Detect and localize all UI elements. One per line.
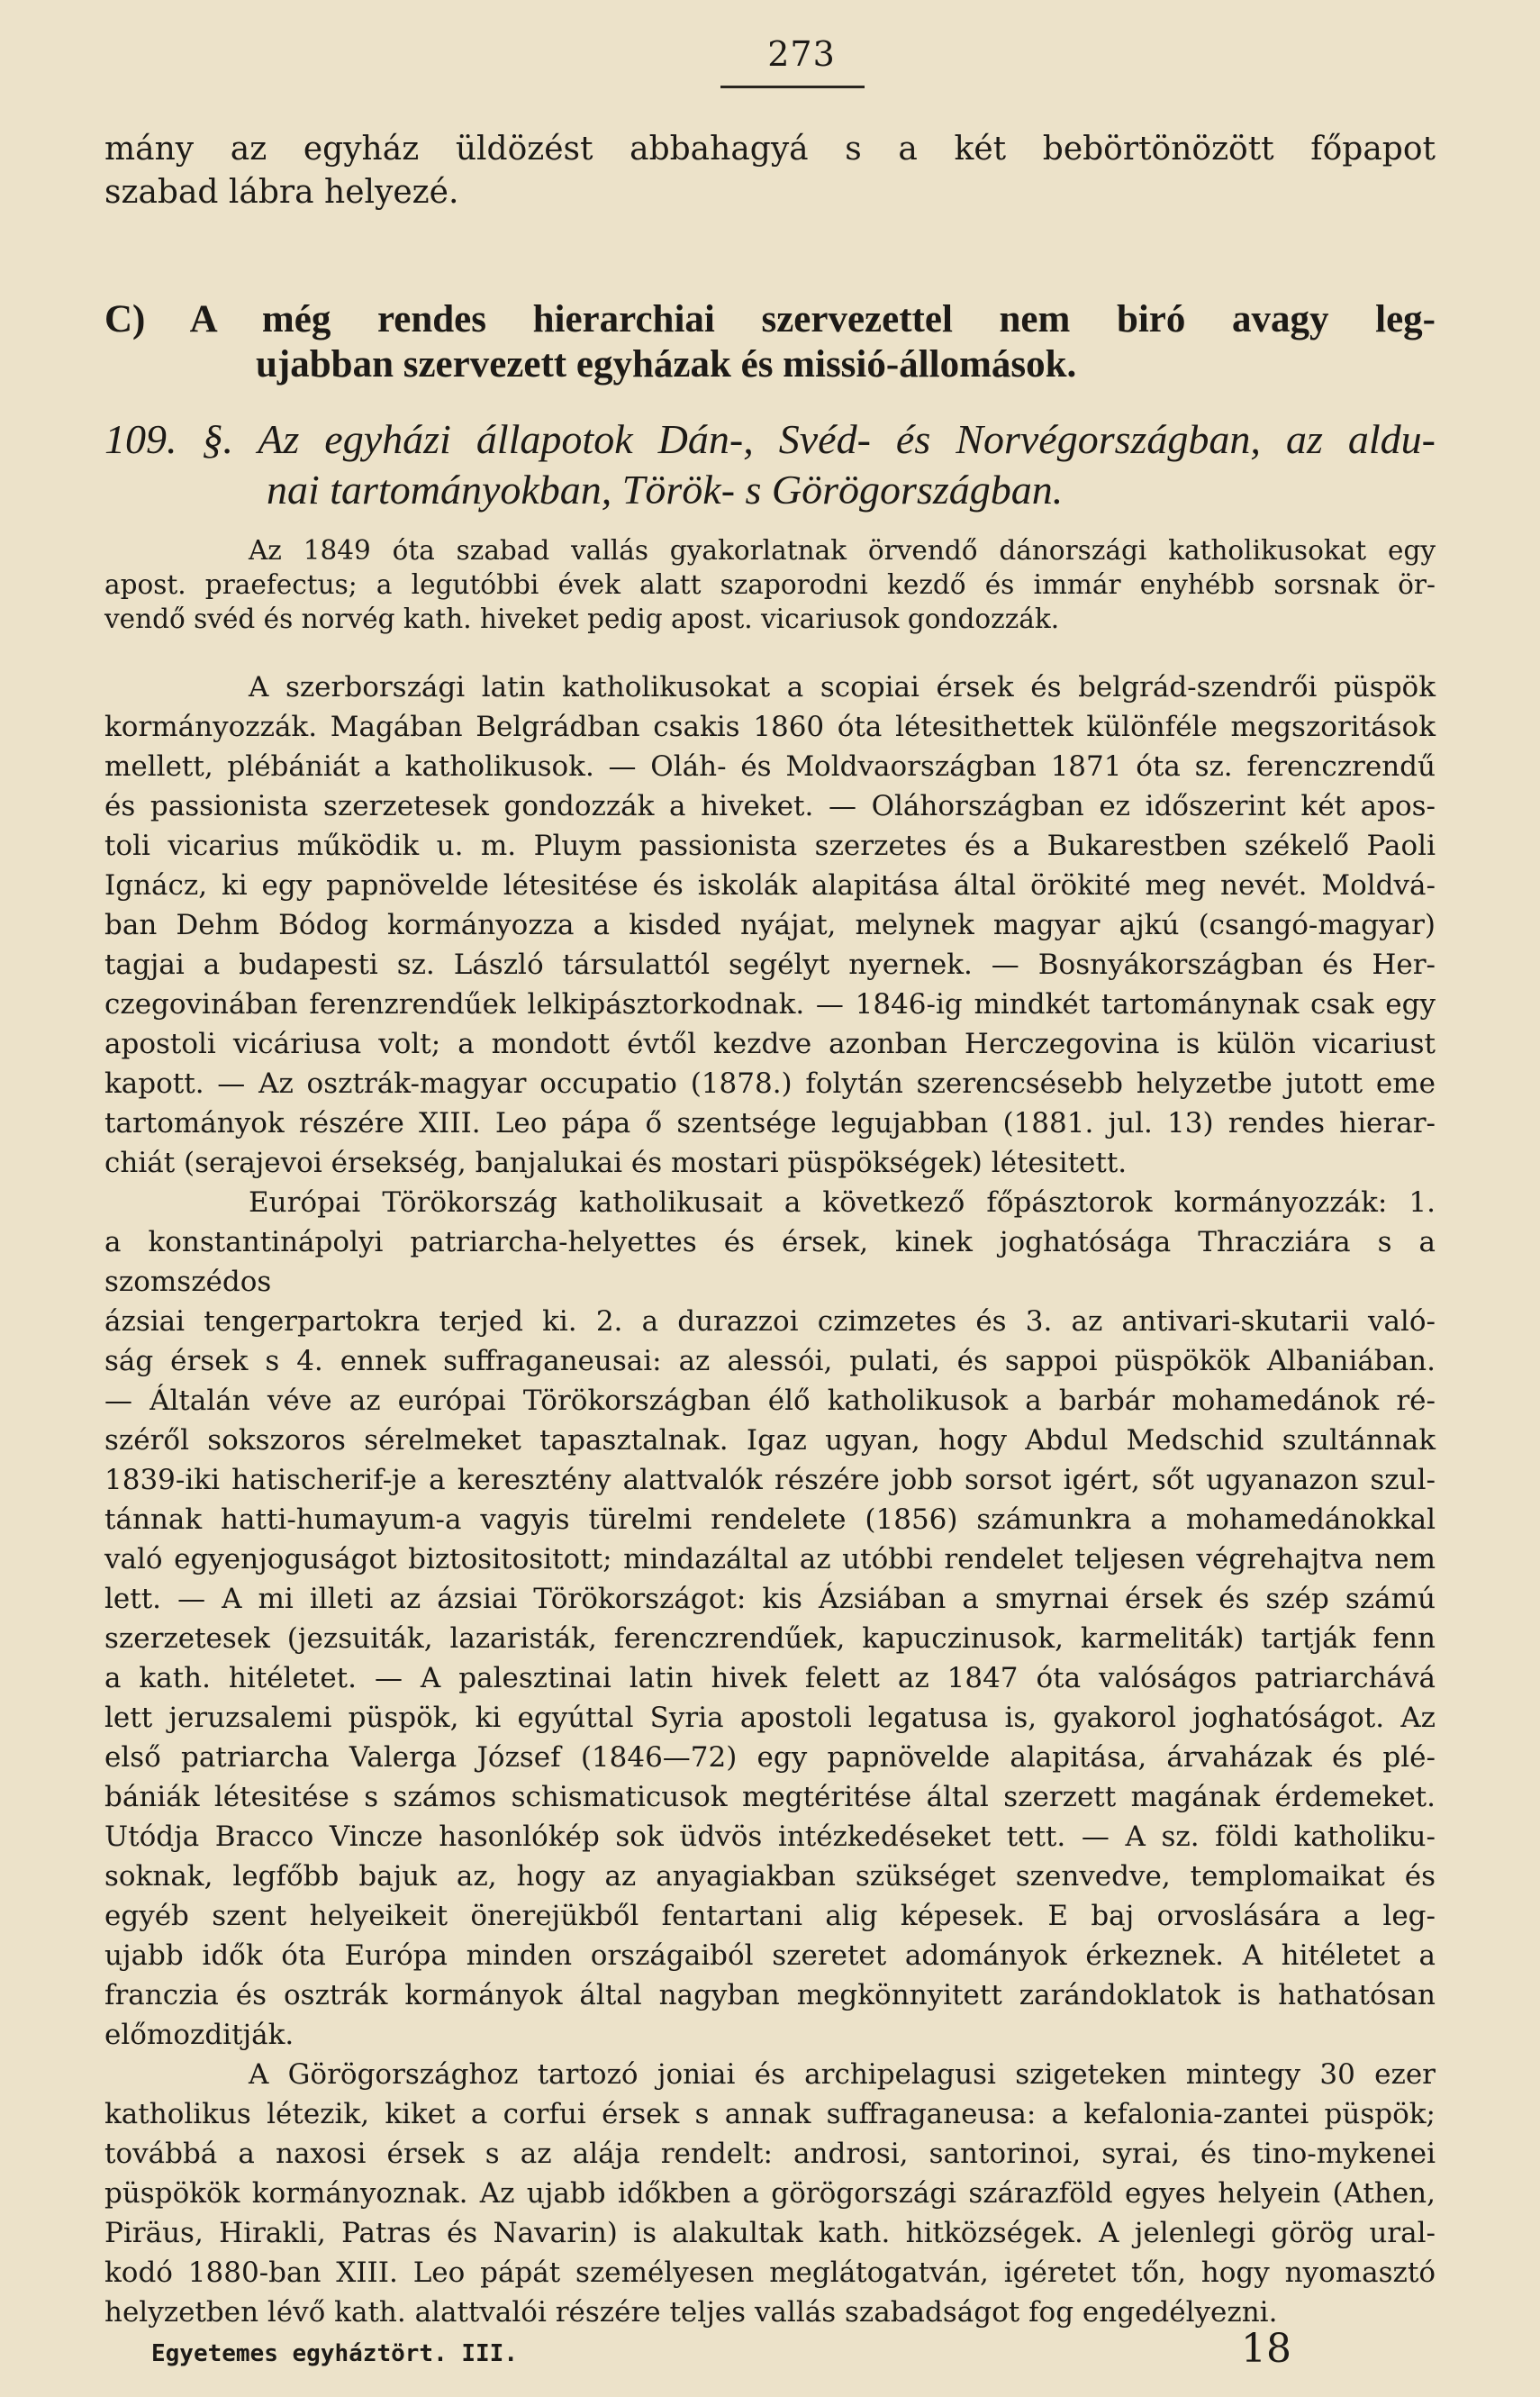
text-line: tartományok részére XIII. Leo pápa ő szentsége legujabban (1881. jul. 13) rendes hierar- [104,1107,1436,1139]
text-line: Az 1849 óta szabad vallás gyakorlatnak örvendő dánországi katholikusokat egy [249,535,1436,566]
text-line: A Görögországhoz tartozó joniai és archipelagusi szigeteken mintegy 30 ezer [249,2058,1436,2091]
text-line: bániák létesitése s számos schismaticusok megtéritése által szerzett magának érdemeket. [104,1781,1436,1813]
text-line: helyzetben lévő kath. alattvalói részére teljes vallás szabadságot fog engedélyezni. [104,2296,1278,2329]
text-line: mellett, plébániát a katholikusok. — Oláh- és Moldvaországban 1871 óta sz. ferenczrendű [104,750,1436,783]
main-body [104,667,1436,2332]
heading-line: 109. §. Az egyházi állapotok Dán-, Svéd- és Norvégországban, az aldu- [104,416,1436,462]
text-line: ujabb idők óta Európa minden országaiból szeretet adományok érkeznek. A hitéletet a [104,1939,1436,1972]
text-line: apost. praefectus; a legutóbbi évek alatt szaporodni kezdő és immár enyhébb sorsnak ör- [104,569,1436,600]
text-line: kormányozzák. Magában Belgrádban csakis 1860 óta létesithettek különféle megszoritások [104,711,1436,743]
page-number-rule [720,86,865,88]
paragraph-turkey [104,1183,1436,2055]
text-line: továbbá a naxosi érsek s az alája rendelt: androsi, santorinoi, syrai, és tino-mykenei [104,2138,1436,2170]
text-line: ság érsek s 4. ennek suffraganeusai: az alessói, pulati, és sappoi püspökök Albaniában. [104,1345,1436,1377]
text-line: a konstantinápolyi patriarcha-helyettes és érsek, kinek joghatósága Thracziára s a szomszédos [104,1226,1436,1298]
text-line: lett. — A mi illeti az ázsiai Törökországot: kis Ázsiában a smyrnai érsek és szép számú [104,1583,1436,1615]
text-line: tánnak hatti-humayum-a vagyis türelmi rendelete (1856) számunkra a mohamedánokkal [104,1503,1436,1536]
text-line: Ignácz, ki egy papnövelde létesitése és iskolák alapitása által örökité meg nevét. Moldvá- [104,869,1436,902]
paragraph-greece [104,2055,1436,2332]
text-line: 1839-iki hatischerif-je a keresztény alattvalók részére jobb sorsot igért, sőt ugyanazon szul- [104,1464,1436,1496]
text-line: katholikus létezik, kiket a corfui érsek s annak suffraganeusa: a kefalonia-zantei püspök; [104,2098,1436,2130]
text-line: chiát (serajevoi érsekség, banjalukai és mostari püspökségek) létesitett. [104,1147,1128,1179]
text-line: Utódja Bracco Vincze hasonlókép sok üdvös intézkedéseket tett. — A sz. földi katholiku- [104,1820,1436,1853]
text-line: franczia és osztrák kormányok által nagyban megkönnyitett zarándoklatok is hathatósan [104,1979,1436,2011]
paragraph-serbia [104,667,1436,1183]
text-line: kapott. — Az osztrák-magyar occupatio (1878.) folytán szerencsésebb helyzetbe jutott eme [104,1067,1436,1100]
text-line: A szerbországi latin katholikusokat a scopiai érsek és belgrád-szendrői püspök [249,671,1436,704]
text-line: Piräus, Hirakli, Patras és Navarin) is alakultak kath. hitközségek. A jelenlegi görög ural- [104,2217,1436,2249]
text-line: szabad lábra helyezé. [104,174,459,211]
section-c-heading [104,297,1436,387]
text-line: első patriarcha Valerga József (1846—72) egy papnövelde alapitása, árvaházak és plé- [104,1741,1436,1774]
text-line: előmozditják. [104,2019,294,2051]
text-line: szerzetesek (jezsuiták, lazaristák, ferenczrendűek, kapuczinusok, karmeliták) tartják fenn [104,1622,1436,1655]
heading-line: ujabban szervezett egyházak és missió-állomások. [256,343,1077,386]
footer-signature: Egyetemes egyháztört. III. [151,2340,518,2367]
text-line: apostoli vicáriusa volt; a mondott évtől kezdve azonban Herczegovina is külön vicariust [104,1028,1436,1060]
text-line: püspökök kormányoznak. Az ujabb időkben a görögországi szárazföld egyes helyein (Athen, [104,2177,1436,2210]
text-line: ban Dehm Bódog kormányozza a kisded nyájat, melynek magyar ajkú (csangó-magyar) [104,909,1436,941]
text-line: soknak, legfőbb bajuk az, hogy az anyagiakban szükséget szenvedve, templomaikat és [104,1860,1436,1893]
heading-line: nai tartományokban, Török- s Görögországban. [267,467,1064,513]
text-line: — Általán véve az európai Törökországban élő katholikusok a barbár mohamedánok ré- [104,1385,1436,1417]
heading-line: C) A még rendes hierarchiai szervezettel nem biró avagy leg- [104,298,1436,340]
text-line: egyéb szent helyeikeit önerejükből fentartani alig képesek. E baj orvoslására a leg- [104,1900,1436,1932]
text-line: a kath. hitéletet. — A palesztinai latin hivek felett az 1847 óta valóságos patriarchává [104,1662,1436,1694]
text-line: toli vicarius működik u. m. Pluym passionista szerzetes és a Bukarestben székelő Paoli [104,830,1436,862]
text-line: czegovinában ferenzrendűek lelkipásztorkodnak. — 1846-ig mindkét tartománynak csak egy [104,988,1436,1021]
text-line: mány az egyház üldözést abbahagyá s a két bebörtönözött főpapot [104,131,1436,168]
page-number: 273 [767,34,836,74]
text-line: tagjai a budapesti sz. László társulattól segélyt nyernek. — Bosnyákországban és Her- [104,949,1436,981]
text-line: ázsiai tengerpartokra terjed ki. 2. a durazzoi czimzetes és 3. az antivari-skutarii való- [104,1305,1436,1338]
text-line: széről sokszoros sérelmeket tapasztalnak. Igaz ugyan, hogy Abdul Medschid szultánnak [104,1424,1436,1457]
text-line: és passionista szerzetesek gondozzák a hiveket. — Oláhországban ez időszerint két apos- [104,790,1436,822]
text-line: Európai Törökország katholikusait a következő főpásztorok kormányozzák: 1. [249,1186,1436,1219]
paragraph-danish [104,533,1436,636]
text-line: lett jeruzsalemi püspök, ki egyúttal Syria apostoli legatusa is, gyakorol joghatóságot. Az [104,1702,1436,1734]
text-line: kodó 1880-ban XIII. Leo pápát személyesen meglátogatván, igéretet tőn, hogy nyomasztó [104,2256,1436,2289]
text-line: vendő svéd és norvég kath. hiveket pedig apost. vicariusok gondozzák. [104,604,1060,634]
text-line: való egyenjoguságot biztositositott; mindazáltal az utóbbi rendelet teljesen végrehajtva nem [104,1543,1436,1575]
section-109-heading [104,414,1436,515]
opening-paragraph [104,128,1436,214]
footer-sheet-number: 18 [1241,2326,1291,2372]
